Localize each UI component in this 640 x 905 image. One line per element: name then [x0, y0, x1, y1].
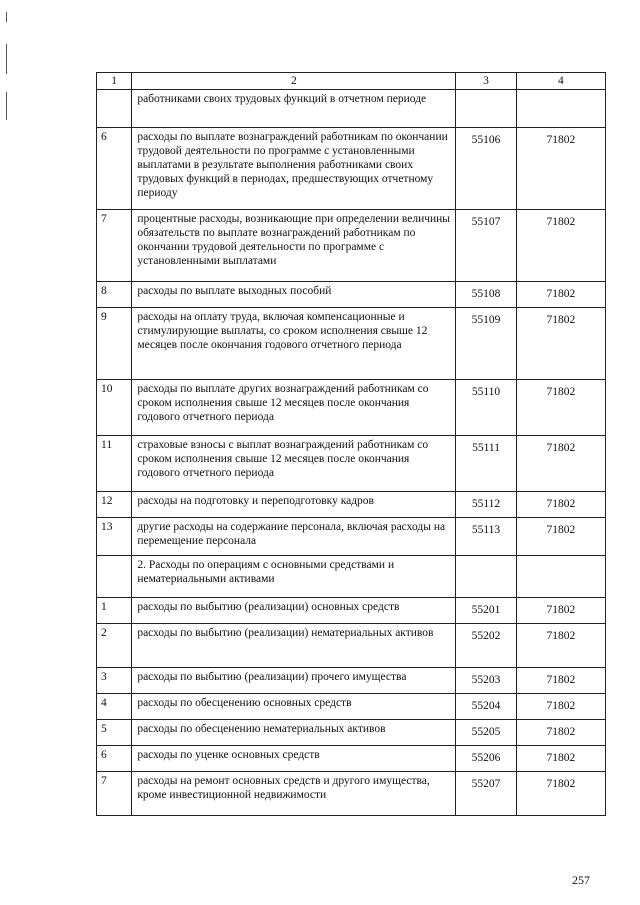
- table-row: [97, 720, 606, 746]
- table-row: [97, 492, 606, 518]
- row-code: 55108: [456, 282, 516, 308]
- row-account: 71802: [516, 518, 605, 556]
- row-number: 10: [97, 380, 132, 436]
- header-cell-number: 1: [97, 73, 132, 90]
- row-number: [97, 90, 132, 128]
- row-number: 4: [97, 694, 132, 720]
- row-number: 5: [97, 720, 132, 746]
- row-number: 8: [97, 282, 132, 308]
- row-description: работниками своих трудовых функций в отчетном периоде: [132, 90, 456, 128]
- table-row: [97, 308, 606, 380]
- row-number: 11: [97, 436, 132, 492]
- row-code: 55207: [456, 772, 516, 816]
- row-number: 2: [97, 624, 132, 668]
- row-number: 1: [97, 598, 132, 624]
- row-code: 55201: [456, 598, 516, 624]
- row-account: 71802: [516, 772, 605, 816]
- row-description: расходы по обесценению основных средств: [132, 694, 456, 720]
- header-cell-account: 4: [516, 73, 605, 90]
- table-row: [97, 282, 606, 308]
- table-row: [97, 436, 606, 492]
- row-description: расходы по выплате вознаграждений работникам по окончании трудовой деятельности по программе с установленными выплатами в результате выполнения работниками своих трудовых функций в периодах, предшествующих отчетному периоду: [132, 128, 456, 210]
- table-header-row: [97, 73, 606, 90]
- row-number: [97, 556, 132, 598]
- row-account: 71802: [516, 598, 605, 624]
- row-number: 7: [97, 772, 132, 816]
- row-number: 6: [97, 746, 132, 772]
- row-code: [456, 556, 516, 598]
- row-code: 55107: [456, 210, 516, 282]
- row-description: расходы на подготовку и переподготовку кадров: [132, 492, 456, 518]
- row-account: 71802: [516, 436, 605, 492]
- row-account: 71802: [516, 282, 605, 308]
- row-account: 71802: [516, 720, 605, 746]
- page-number: 257: [572, 873, 590, 887]
- row-code: 55206: [456, 746, 516, 772]
- table-row: [97, 624, 606, 668]
- table-row: [97, 210, 606, 282]
- row-code: 55203: [456, 668, 516, 694]
- row-account: 71802: [516, 694, 605, 720]
- binding-mark-top: [6, 12, 7, 22]
- table-row: [97, 518, 606, 556]
- row-description: расходы по выбытию (реализации) прочего имущества: [132, 668, 456, 694]
- row-account: 71802: [516, 492, 605, 518]
- row-code: [456, 90, 516, 128]
- row-account: 71802: [516, 668, 605, 694]
- row-description: расходы по выплате выходных пособий: [132, 282, 456, 308]
- row-code: 55202: [456, 624, 516, 668]
- row-account: [516, 556, 605, 598]
- row-description: расходы по выбытию (реализации) основных средств: [132, 598, 456, 624]
- binding-mark-middle: [6, 44, 7, 74]
- row-code: 55205: [456, 720, 516, 746]
- row-code: 55113: [456, 518, 516, 556]
- table-row: [97, 772, 606, 816]
- row-number: 12: [97, 492, 132, 518]
- row-number: 7: [97, 210, 132, 282]
- row-description: другие расходы на содержание персонала, включая расходы на перемещение персонала: [132, 518, 456, 556]
- row-description: расходы на ремонт основных средств и другого имущества, кроме инвестиционной недвижимости: [132, 772, 456, 816]
- row-account: 71802: [516, 308, 605, 380]
- table-row: [97, 694, 606, 720]
- row-number: 3: [97, 668, 132, 694]
- section-title: 2. Расходы по операциям с основными средствами и нематериальными активами: [132, 556, 456, 598]
- row-code: 55109: [456, 308, 516, 380]
- row-code: 55111: [456, 436, 516, 492]
- table-row: [97, 668, 606, 694]
- row-description: расходы на оплату труда, включая компенсационные и стимулирующие выплаты, со сроком исполнения свыше 12 месяцев после окончания годового отчетного периода: [132, 308, 456, 380]
- binding-mark-bottom: [6, 92, 7, 120]
- table-row: [97, 128, 606, 210]
- table-row: [97, 380, 606, 436]
- row-number: 13: [97, 518, 132, 556]
- row-account: [516, 90, 605, 128]
- row-description: процентные расходы, возникающие при определении величины обязательств по выплате вознаграждений работникам по окончании трудовой деятельности по программе с установленными выплатами: [132, 210, 456, 282]
- table-row: [97, 746, 606, 772]
- row-code: 55204: [456, 694, 516, 720]
- expense-codes-table: [96, 72, 606, 816]
- row-description: страховые взносы с выплат вознаграждений работникам со сроком исполнения свыше 12 месяцев после окончания годового отчетного периода: [132, 436, 456, 492]
- row-account: 71802: [516, 624, 605, 668]
- row-code: 55110: [456, 380, 516, 436]
- row-number: 9: [97, 308, 132, 380]
- row-description: расходы по выбытию (реализации) нематериальных активов: [132, 624, 456, 668]
- table-row: [97, 90, 606, 128]
- table-row: [97, 598, 606, 624]
- row-description: расходы по обесценению нематериальных активов: [132, 720, 456, 746]
- row-account: 71802: [516, 210, 605, 282]
- section-header-row: [97, 556, 606, 598]
- row-code: 55112: [456, 492, 516, 518]
- header-cell-description: 2: [132, 73, 456, 90]
- row-account: 71802: [516, 746, 605, 772]
- row-account: 71802: [516, 380, 605, 436]
- row-account: 71802: [516, 128, 605, 210]
- row-description: расходы по выплате других вознаграждений работникам со сроком исполнения свыше 12 месяцев после окончания годового отчетного периода: [132, 380, 456, 436]
- header-cell-code: 3: [456, 73, 516, 90]
- row-code: 55106: [456, 128, 516, 210]
- row-number: 6: [97, 128, 132, 210]
- row-description: расходы по уценке основных средств: [132, 746, 456, 772]
